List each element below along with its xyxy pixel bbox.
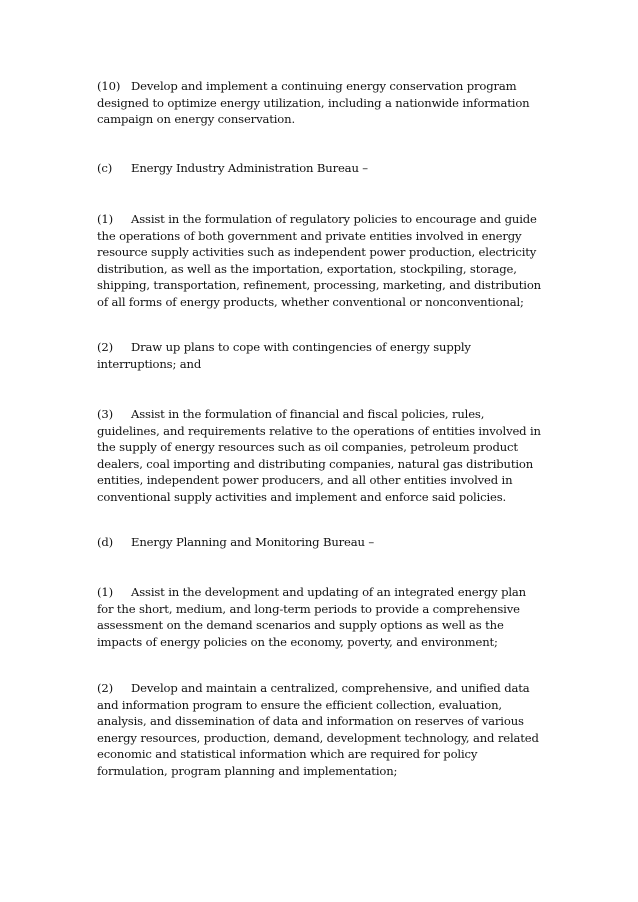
paragraph-c-2 (97, 339, 542, 372)
section-title: Energy Industry Administration Bureau – (131, 161, 368, 175)
item-number: (2) (97, 681, 113, 695)
item-text: Assist in the formulation of financial and fiscal policies, rules, guidelines, and requirements relative to the operations of entities involved in the supply of energy resources such as oil companies, petroleum product dealers, coal importing and distributing companies, natural gas distribution entities, independent power producers, and all other entities involved in conventional supply activities and implement and enforce said policies. (97, 407, 541, 504)
item-number: (1) (97, 212, 113, 226)
item-number: (2) (97, 340, 113, 354)
item-text: Assist in the formulation of regulatory policies to encourage and guide the operations of both government and private entities involved in energy resource supply activities such as independent power production, electricity distribution, as well as the importation, exportation, stockpiling, storage, shipping, transportation, refinement, processing, marketing, and distribution of all forms of energy products, whether conventional or nonconventional; (97, 212, 541, 309)
paragraph-c-1 (97, 211, 542, 311)
paragraph-10 (97, 78, 542, 128)
paragraph-d-2 (97, 680, 542, 780)
section-letter: (d) (97, 535, 114, 549)
item-text: Assist in the development and updating of an integrated energy plan for the short, medium, and long-term periods to provide a comprehensive assessment on the demand scenarios and supply options as well as the impacts of energy policies on the economy, poverty, and environment; (97, 585, 526, 649)
item-number: (1) (97, 585, 113, 599)
item-number: (3) (97, 407, 113, 421)
item-text: Develop and implement a continuing energy conservation program designed to optimize energy utilization, including a nationwide information campaign on energy conservation. (97, 79, 530, 127)
section-heading-d (97, 534, 542, 551)
paragraph-d-1 (97, 584, 542, 650)
section-heading-c (97, 160, 542, 177)
item-text: Develop and maintain a centralized, comprehensive, and unified data and information program to ensure the efficient collection, evaluation, analysis, and dissemination of data and information on reserves of various energy resources, production, demand, development technology, and related economic and statistical information which are required for policy formulation, program planning and implementation; (97, 681, 539, 778)
paragraph-c-3 (97, 406, 542, 506)
item-number: (10) (97, 79, 121, 93)
section-title: Energy Planning and Monitoring Bureau – (131, 535, 375, 549)
item-text: Draw up plans to cope with contingencies of energy supply interruptions; and (97, 340, 471, 371)
section-letter: (c) (97, 161, 113, 175)
